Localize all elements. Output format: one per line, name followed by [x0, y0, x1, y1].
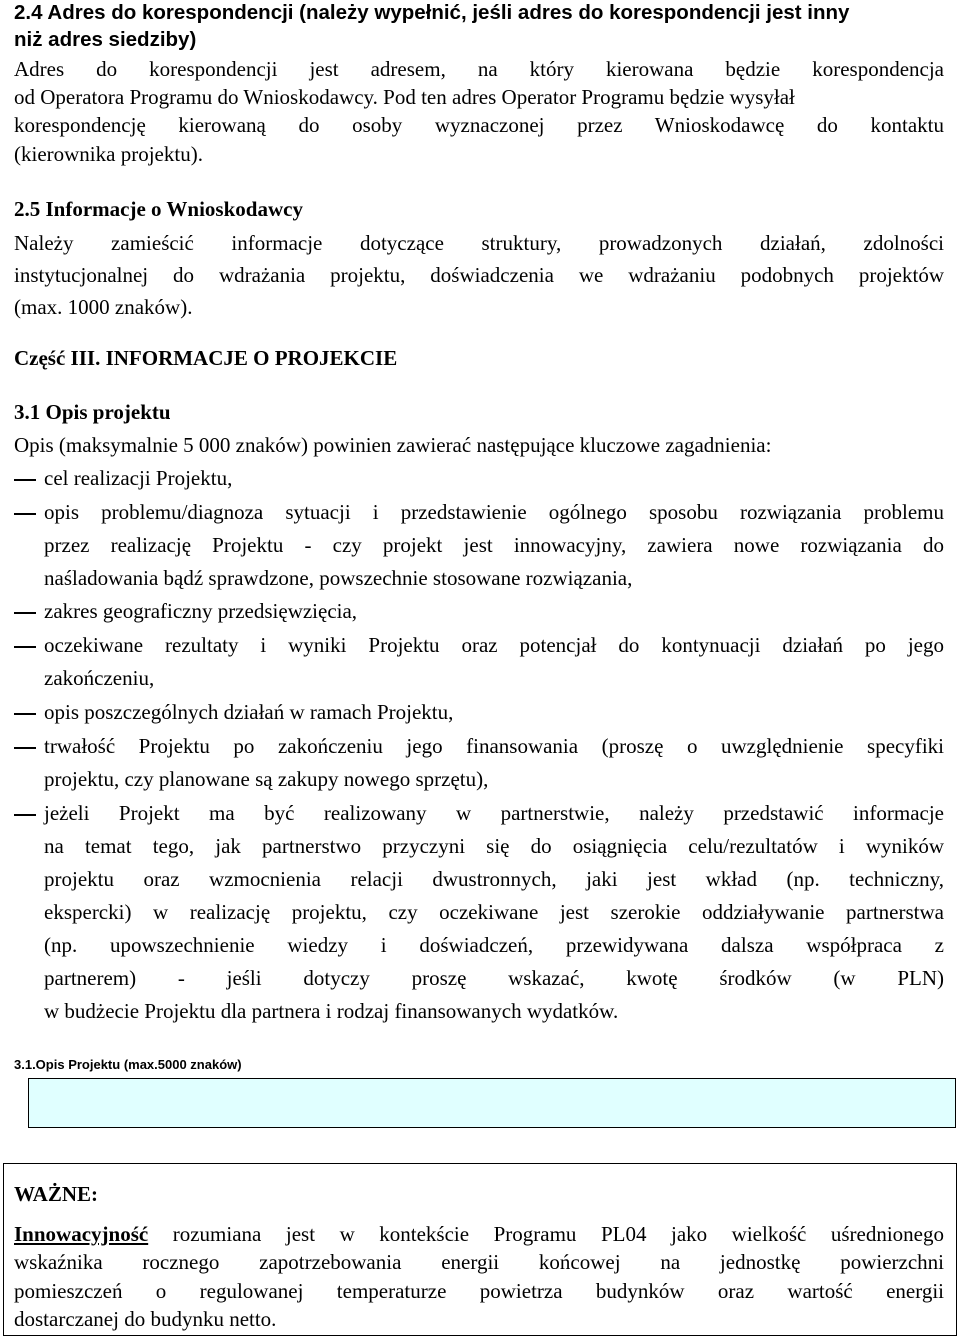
section-2-4-paragraph-line: korespondencję kierowaną do osoby wyznaczonej przez Wnioskodawcę do kontaktu — [14, 113, 944, 137]
list-item-line: opis poszczególnych działań w ramach Projektu, — [44, 700, 454, 724]
section-2-4-paragraph-line: od Operatora Programu do Wnioskodawcy. Pod ten adres Operator Programu będzie wysyłał — [14, 85, 795, 109]
list-dash — [14, 479, 36, 481]
list-item-line: opis problemu/diagnoza sytuacji i przedstawienie ogólnego sposobu rozwiązania problemu — [44, 500, 944, 524]
list-item-line: oczekiwane rezultaty i wyniki Projektu oraz potencjał do kontynuacji działań po jego — [44, 633, 944, 657]
section-3-1-intro: Opis (maksymalnie 5 000 znaków) powinien zawierać następujące kluczowe zagadnienia: — [14, 433, 772, 457]
list-item-line: zakończeniu, — [44, 666, 155, 690]
list-item-line: na temat tego, jak partnerstwo przyczyni się do osiągnięcia celu/rezultatów i wyników — [44, 834, 944, 858]
list-dash — [14, 713, 36, 715]
section-2-4-paragraph-line: Adres do korespondencji jest adresem, na który kierowana będzie korespondencja — [14, 57, 944, 81]
section-2-4-heading-line-2: niż adres siedziby) — [14, 28, 197, 51]
list-item-line: naśladowania bądź sprawdzone, powszechnie stosowane rozwiązania, — [44, 566, 633, 590]
form-field-label: 3.1.Opis Projektu (max.5000 znaków) — [14, 1057, 242, 1072]
list-item-line: cel realizacji Projektu, — [44, 466, 233, 490]
section-2-5-heading: 2.5 Informacje o Wnioskodawcy — [14, 197, 303, 221]
description-text-area[interactable] — [28, 1078, 956, 1128]
part-3-heading: Część III. INFORMACJE O PROJEKCIE — [14, 346, 398, 370]
important-note-line: pomieszczeń o regulowanej temperaturze powietrza budynków oraz wartość energii — [14, 1279, 944, 1303]
list-dash — [14, 612, 36, 614]
list-item-line: projektu, czy planowane są zakupy nowego sprzętu), — [44, 767, 489, 791]
important-note-term: Innowacyjność — [14, 1222, 149, 1246]
list-item-line: jeżeli Projekt ma być realizowany w partnerstwie, należy przedstawić informacje — [44, 801, 944, 825]
list-item-line: projektu oraz wzmocnienia relacji dwustronnych, jaki jest wkład (np. techniczny, — [44, 867, 944, 891]
important-note-line: dostarczanej do budynku netto. — [14, 1307, 277, 1331]
important-note-line: wskaźnika rocznego zapotrzebowania energii końcowej na jednostkę powierzchni — [14, 1250, 944, 1274]
important-note-text: rozumiana jest w kontekście Programu PL04 jako wielkość uśrednionego — [172, 1222, 944, 1246]
list-item-line: (np. upowszechnienie wiedzy i doświadczeń, przewidywana dalsza współpraca z — [44, 933, 944, 957]
list-dash — [14, 513, 36, 515]
list-dash — [14, 646, 36, 648]
list-item-line: w budżecie Projektu dla partnera i rodzaj finansowanych wydatków. — [44, 999, 619, 1023]
important-note-title: WAŻNE: — [14, 1182, 99, 1206]
list-item-line: przez realizację Projektu - czy projekt jest innowacyjny, zawiera nowe rozwiązania do — [44, 533, 944, 557]
section-3-1-heading: 3.1 Opis projektu — [14, 400, 171, 424]
list-item-line: trwałość Projektu po zakończeniu jego finansowania (proszę o uwzględnienie specyfiki — [44, 734, 944, 758]
section-2-4-paragraph-line: (kierownika projektu). — [14, 142, 203, 166]
list-item-line: partnerem) - jeśli dotyczy proszę wskazać, kwotę środków (w PLN) — [44, 966, 944, 990]
list-item-line: zakres geograficzny przedsięwzięcia, — [44, 599, 358, 623]
section-2-5-paragraph-line: (max. 1000 znaków). — [14, 295, 193, 319]
important-note-line — [14, 1222, 944, 1247]
section-2-4-heading-line-1: 2.4 Adres do korespondencji (należy wypełnić, jeśli adres do korespondencji jest inny — [14, 1, 850, 24]
section-2-5-paragraph-line: Należy zamieścić informacje dotyczące struktury, prowadzonych działań, zdolności — [14, 231, 944, 255]
section-2-5-paragraph-line: instytucjonalnej do wdrażania projektu, doświadczenia we wdrażaniu podobnych projektów — [14, 263, 944, 287]
list-dash — [14, 814, 36, 816]
list-item-line: ekspercki) w realizację projektu, czy oczekiwane jest szerokie oddziaływanie partnerstwa — [44, 900, 944, 924]
list-dash — [14, 747, 36, 749]
